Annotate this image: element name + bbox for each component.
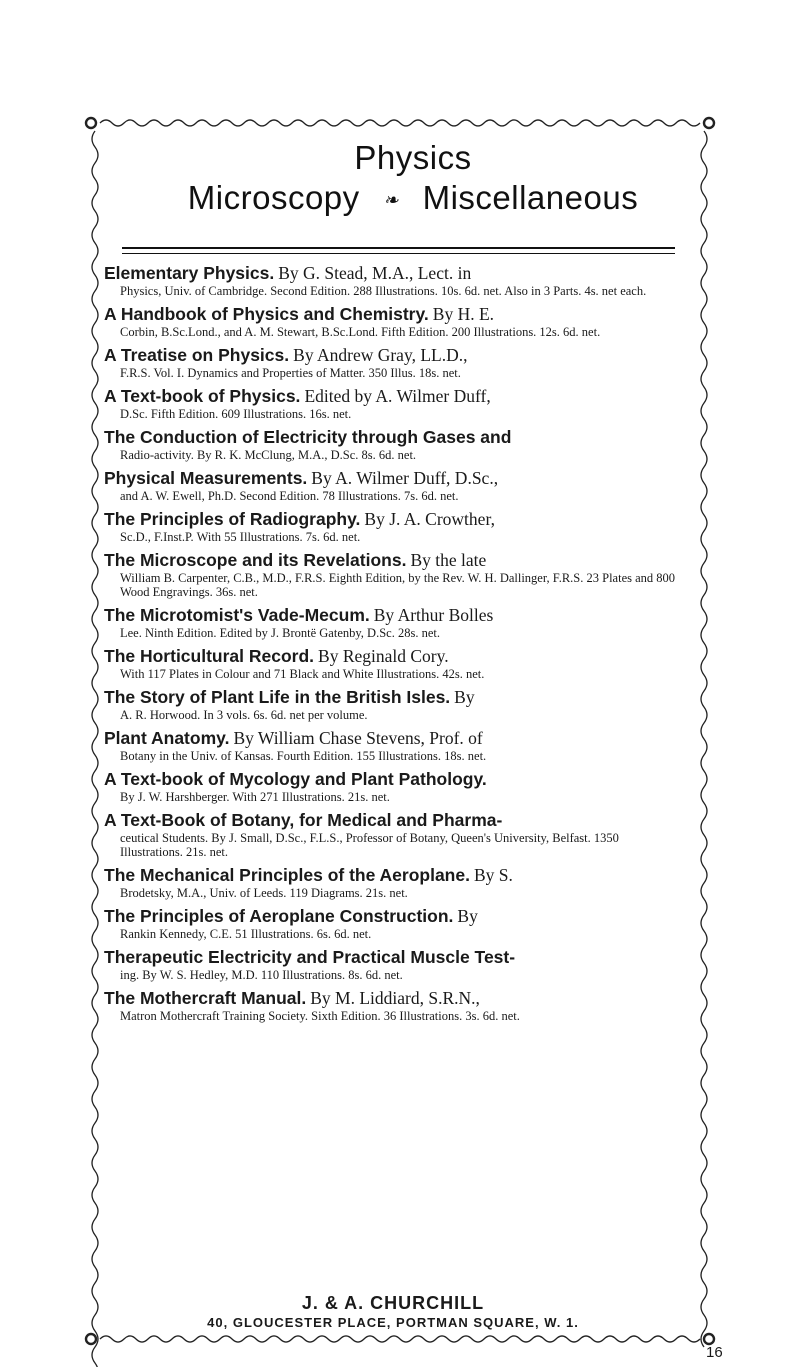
book-details: Sc.D., F.Inst.P. With 55 Illustrations. 7s. 6d. net.: [120, 530, 361, 544]
book-title: Plant Anatomy.: [104, 728, 230, 748]
page-header: [118, 138, 708, 220]
book-title: The Principles of Radiography.: [104, 509, 361, 529]
publisher-address: 40, GLOUCESTER PLACE, PORTMAN SQUARE, W. 1.: [207, 1315, 579, 1330]
book-author: By S.: [473, 865, 513, 885]
book-title: A Treatise on Physics.: [104, 345, 290, 365]
book-title: The Mechanical Principles of the Aeroplane.: [104, 865, 470, 885]
publisher-name: J. & A. CHURCHILL: [301, 1293, 485, 1313]
book-details: A. R. Horwood. In 3 vols. 6s. 6d. net per volume.: [120, 708, 368, 722]
book-details: ing. By W. S. Hedley, M.D. 110 Illustrations. 8s. 6d. net.: [120, 968, 403, 982]
book-author: Edited by A. Wilmer Duff,: [304, 386, 491, 406]
book-details: Physics, Univ. of Cambridge. Second Edition. 288 Illustrations. 10s. 6d. net. Also in 3 Parts. 4s. net each.: [120, 284, 647, 298]
book-author: By M. Liddiard, S.R.N.,: [310, 988, 480, 1008]
book-title: A Text-book of Physics.: [104, 386, 301, 406]
header-title-physics: Physics: [354, 139, 472, 176]
book-author: By G. Stead, M.A., Lect. in: [278, 263, 472, 283]
book-entry: [104, 262, 682, 298]
book-title: Elementary Physics.: [104, 263, 275, 283]
book-title: The Mothercraft Manual.: [104, 988, 307, 1008]
book-title: A Handbook of Physics and Chemistry.: [104, 304, 429, 324]
book-title: A Text-Book of Botany, for Medical and Pharma-: [104, 810, 503, 830]
page-number: 16: [706, 1344, 723, 1361]
book-details: Radio-activity. By R. K. McClung, M.A., D.Sc. 8s. 6d. net.: [120, 448, 417, 462]
book-details: Corbin, B.Sc.Lond., and A. M. Stewart, B.Sc.Lond. Fifth Edition. 200 Illustrations. 12s. 6d. net.: [120, 325, 601, 339]
book-details: With 117 Plates in Colour and 71 Black and White Illustrations. 42s. net.: [120, 667, 485, 681]
book-entry: [104, 303, 682, 339]
book-title: The Principles of Aeroplane Construction.: [104, 906, 454, 926]
book-entry: [104, 604, 682, 640]
book-title: The Microtomist's Vade-Mecum.: [104, 605, 370, 625]
book-author: By the late: [410, 550, 487, 570]
book-author: By J. A. Crowther,: [364, 509, 495, 529]
header-rule-thick: [122, 247, 675, 249]
book-title: The Microscope and its Revelations.: [104, 550, 407, 570]
book-entry: [104, 905, 682, 941]
book-entry: [104, 549, 682, 599]
book-details: Matron Mothercraft Training Society. Sixth Edition. 36 Illustrations. 3s. 6d. net.: [120, 1009, 520, 1023]
header-title-microscopy: Microscopy: [187, 179, 360, 216]
book-entry: [104, 467, 682, 503]
book-entry: [104, 426, 682, 462]
book-author: By H. E.: [432, 304, 495, 324]
book-details: By J. W. Harshberger. With 271 Illustrations. 21s. net.: [120, 790, 390, 804]
header-subtitle: [118, 178, 708, 220]
book-details: F.R.S. Vol. I. Dynamics and Properties of Matter. 350 Illus. 18s. net.: [120, 366, 461, 380]
book-author: By Reginald Cory.: [318, 646, 449, 666]
book-details: ceutical Students. By J. Small, D.Sc., F.L.S., Professor of Botany, Queen's University, Belfast. 1350 Illustrations. 21s. net.: [120, 831, 619, 859]
book-entry: [104, 809, 682, 859]
book-entry: [104, 344, 682, 380]
book-details: and A. W. Ewell, Ph.D. Second Edition. 78 Illustrations. 7s. 6d. net.: [120, 489, 459, 503]
book-entry: [104, 686, 682, 722]
book-author: By: [454, 687, 475, 707]
book-details: D.Sc. Fifth Edition. 609 Illustrations. 16s. net.: [120, 407, 352, 421]
book-details: Brodetsky, M.A., Univ. of Leeds. 119 Diagrams. 21s. net.: [120, 886, 408, 900]
book-author: By Andrew Gray, LL.D.,: [293, 345, 468, 365]
book-list: [104, 262, 682, 1028]
book-title: Therapeutic Electricity and Practical Muscle Test-: [104, 947, 516, 967]
book-title: The Horticultural Record.: [104, 646, 315, 666]
book-entry: [104, 946, 682, 982]
book-title: A Text-book of Mycology and Plant Pathology.: [104, 769, 487, 789]
book-entry: [104, 768, 682, 804]
book-author: By A. Wilmer Duff, D.Sc.,: [311, 468, 499, 488]
book-details: Lee. Ninth Edition. Edited by J. Brontë Gatenby, D.Sc. 28s. net.: [120, 626, 440, 640]
book-entry: [104, 987, 682, 1023]
book-author: By Arthur Bolles: [373, 605, 494, 625]
book-entry: [104, 508, 682, 544]
book-title: The Story of Plant Life in the British Isles.: [104, 687, 451, 707]
header-rule-thin: [122, 253, 675, 254]
book-entry: [104, 727, 682, 763]
book-author: By: [457, 906, 478, 926]
book-entry: [104, 645, 682, 681]
publisher-imprint: [104, 1292, 682, 1332]
book-title: Physical Measurements.: [104, 468, 308, 488]
book-details: Botany in the Univ. of Kansas. Fourth Edition. 155 Illustrations. 18s. net.: [120, 749, 487, 763]
book-title: The Conduction of Electricity through Gases and: [104, 427, 512, 447]
fleuron-ornament-icon: ❧: [383, 190, 399, 211]
book-author: By William Chase Stevens, Prof. of: [233, 728, 483, 748]
book-entry: [104, 864, 682, 900]
book-details: Rankin Kennedy, C.E. 51 Illustrations. 6s. 6d. net.: [120, 927, 372, 941]
book-entry: [104, 385, 682, 421]
book-details: William B. Carpenter, C.B., M.D., F.R.S. Eighth Edition, by the Rev. W. H. Dallinger, F.R.S. 23 Plates and 800 Wood Engravings. 36s. net.: [120, 571, 676, 599]
header-title-miscellaneous: Miscellaneous: [422, 179, 639, 216]
